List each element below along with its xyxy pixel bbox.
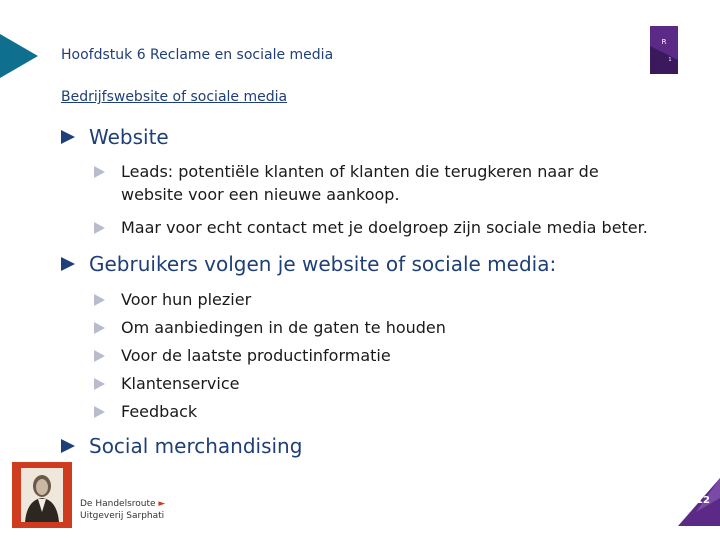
bullet-heading: Gebruikers volgen je website of sociale media:: [89, 252, 557, 276]
bullet-heading: Social merchandising: [89, 434, 303, 458]
list-item-text: Voor hun plezier: [121, 290, 252, 309]
sub-bullet: [94, 216, 684, 239]
sub-bullet-text: Maar voor echt contact met je doelgroep zijn sociale media beter.: [121, 218, 648, 237]
sub-bullet-arrow-icon: [94, 322, 105, 334]
list-item: [94, 398, 446, 426]
corner-logo-icon: [650, 26, 680, 74]
bullet-gebruikers: [61, 252, 556, 276]
sub-bullet-text: Leads: potentiële klanten of klanten die terugkeren naar de website voor een nieuwe aankoop.: [121, 162, 599, 204]
sub-bullet-arrow-icon: [94, 350, 105, 362]
publisher-line1: De Handelsroute: [80, 499, 156, 509]
sub-bullet-arrow-icon: [94, 294, 105, 306]
sub-bullet-arrow-icon: [94, 166, 105, 178]
decorative-left-triangle: [0, 34, 38, 78]
sub-bullet-arrow-icon: [94, 378, 105, 390]
bullet-arrow-icon: [61, 439, 75, 453]
sub-bullet: [94, 160, 664, 206]
chapter-title: Hoofdstuk 6 Reclame en sociale media: [61, 47, 334, 63]
sub-bullet-arrow-icon: [94, 222, 105, 234]
list-item-text: Klantenservice: [121, 374, 240, 393]
sub-bullet-list: [94, 286, 446, 426]
list-item: [94, 286, 446, 314]
bullet-social-merchandising: [61, 434, 302, 458]
publisher-text: [80, 498, 165, 522]
bullet-heading: Website: [89, 125, 169, 149]
publisher-line2: Uitgeverij Sarphati: [80, 511, 165, 521]
sub-bullet-arrow-icon: [94, 406, 105, 418]
list-item-text: Feedback: [121, 402, 198, 421]
slide-subtitle: Bedrijfswebsite of sociale media: [61, 89, 288, 105]
portrait-icon: [21, 468, 63, 522]
publisher-arrow-icon: ►: [158, 499, 166, 509]
bullet-arrow-icon: [61, 257, 75, 271]
corner-badge-sub: 1: [668, 57, 672, 63]
list-item: [94, 342, 446, 370]
page-number: 12: [696, 495, 710, 506]
list-item: [94, 314, 446, 342]
list-item-text: Om aanbiedingen in de gaten te houden: [121, 318, 446, 337]
publisher-logo: [12, 462, 72, 528]
bullet-arrow-icon: [61, 130, 75, 144]
bullet-website: [61, 125, 169, 149]
corner-badge-letter: R: [661, 38, 667, 46]
list-item: [94, 370, 446, 398]
list-item-text: Voor de laatste productinformatie: [121, 346, 391, 365]
